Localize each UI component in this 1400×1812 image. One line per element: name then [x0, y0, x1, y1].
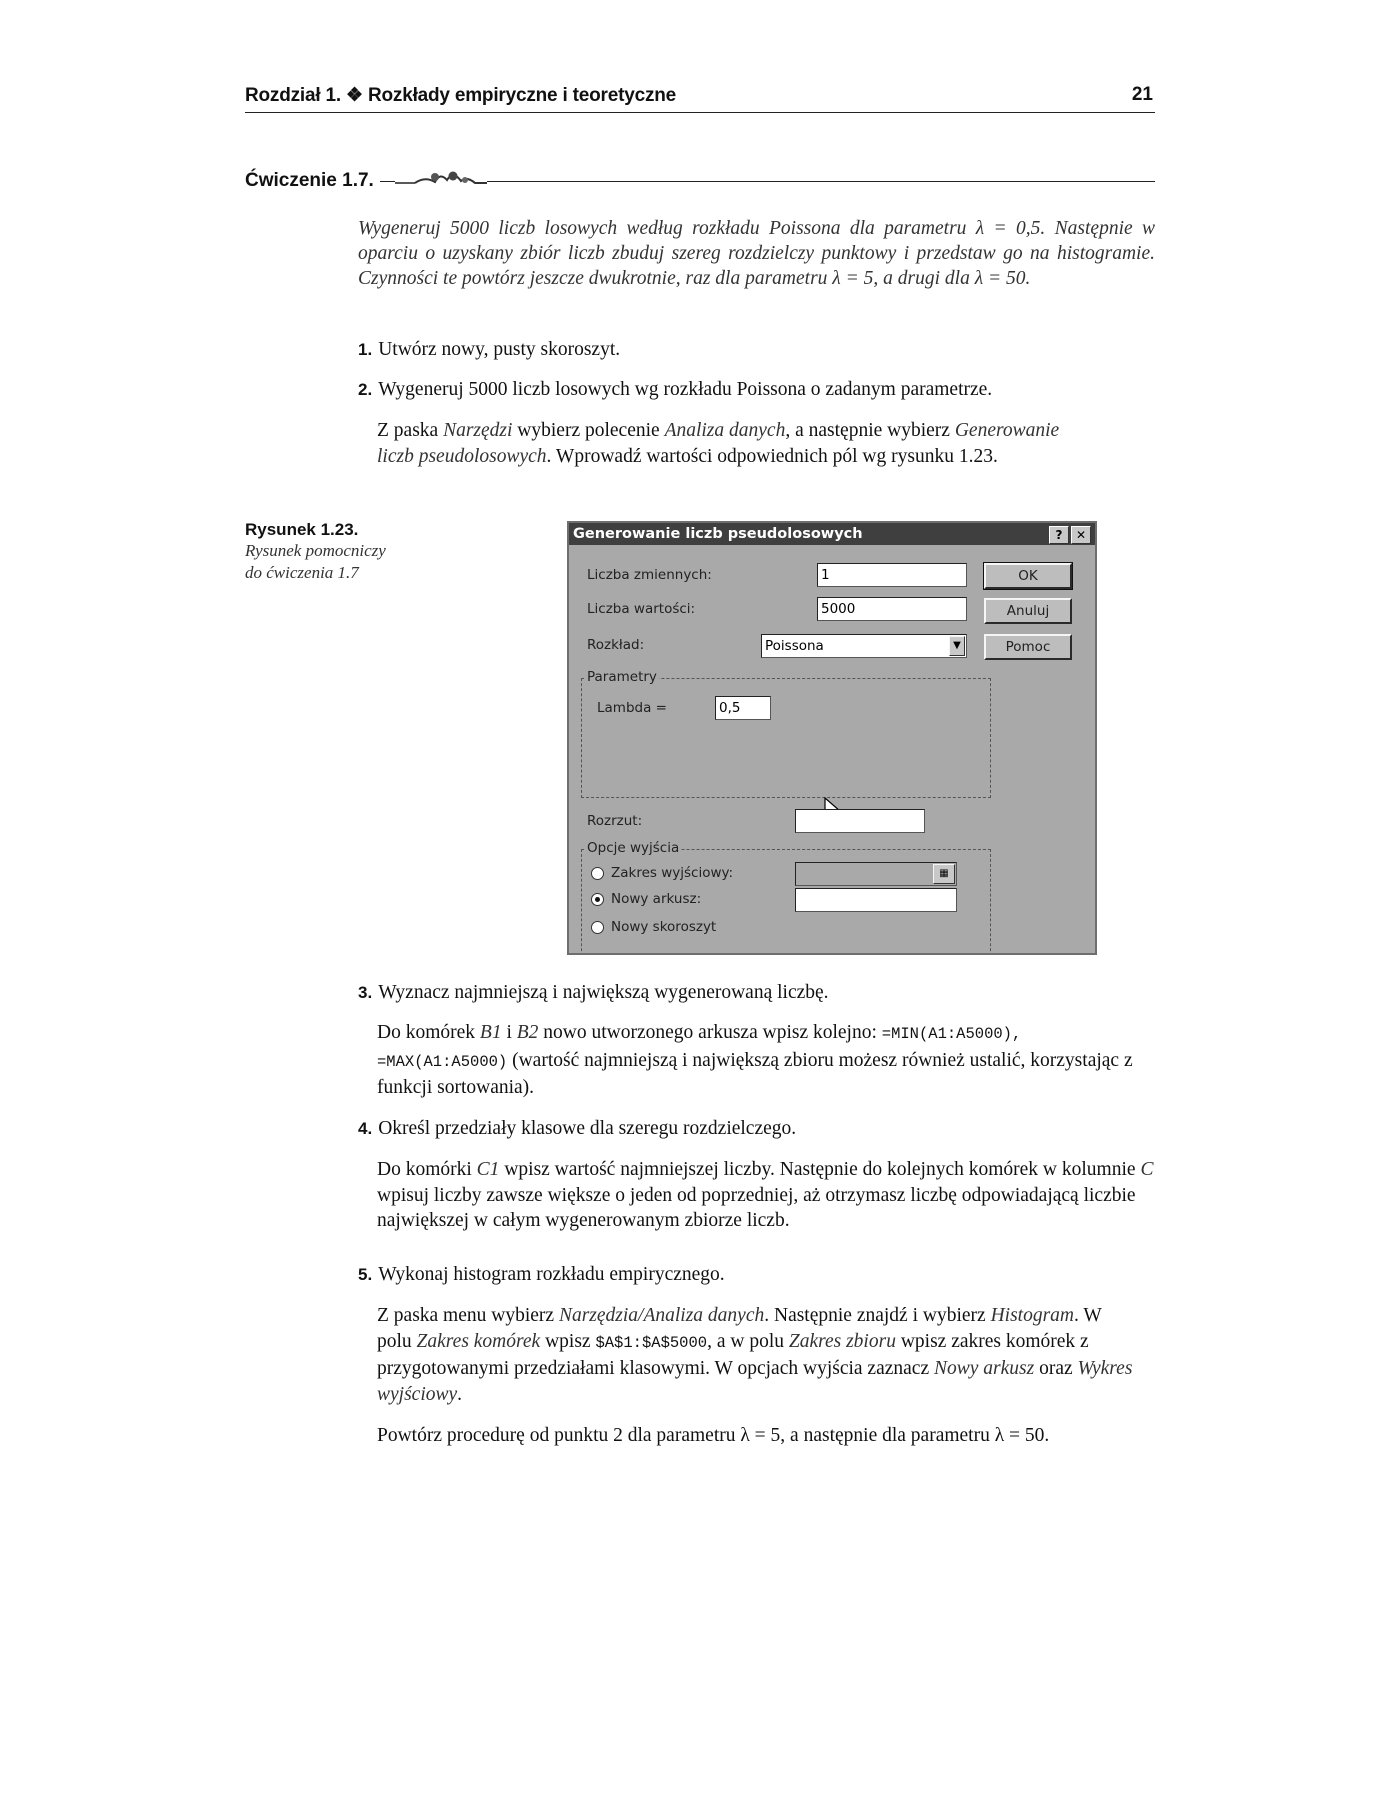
formula: =MIN(A1:A5000), — [881, 1025, 1022, 1043]
option-name: Nowy arkusz — [934, 1358, 1035, 1379]
text: wpisz zakres komórek z przygotowanymi przedziałami klasowymi. W opcjach wyjścia zaznacz — [377, 1330, 1089, 1379]
generator-dialog — [567, 521, 1097, 955]
ok-button[interactable]: OK — [984, 563, 1072, 589]
close-icon[interactable]: ✕ — [1071, 526, 1091, 544]
chapter-title: Rozdział 1. ❖ Rozkłady empiryczne i teoretyczne — [245, 85, 677, 106]
step-5-body — [377, 1303, 1137, 1407]
text: Z paska menu wybierz — [377, 1305, 559, 1326]
step-2 — [358, 377, 1158, 402]
cell-ref: C1 — [476, 1159, 500, 1180]
figure-desc-2: do ćwiczenia 1.7 — [245, 563, 359, 582]
num-vars-label: Liczba zmiennych: — [587, 567, 712, 583]
option-name: Wykres wyjściowy — [377, 1358, 1133, 1405]
dialog-titlebar — [569, 523, 1095, 545]
output-range-label: Zakres wyjściowy: — [611, 865, 734, 881]
output-range-radio[interactable] — [591, 867, 604, 880]
command-name: Analiza danych — [664, 420, 786, 441]
cell-ref: B2 — [516, 1022, 539, 1043]
text: (wartość najmniejszą i największą zbioru możesz również ustalić, korzystając z funkcji sortowania). — [377, 1049, 1133, 1098]
text: Do komórki — [377, 1159, 477, 1180]
tool-name: Generowanie liczb pseudolosowych — [377, 420, 1060, 467]
num-values-label: Liczba wartości: — [587, 601, 696, 617]
seed-input[interactable] — [795, 809, 925, 833]
step-2-body — [377, 418, 1077, 469]
text: oraz — [1034, 1358, 1078, 1379]
text: wpisuj liczby zawsze większe o jeden od poprzedniej, aż otrzymasz liczbę odpowiadającą liczbie największej w całym wygenerowanym zbiorze liczb. — [377, 1184, 1136, 1231]
distribution-select[interactable] — [761, 634, 967, 658]
step-4-body — [377, 1157, 1157, 1234]
exercise-heading — [245, 168, 1155, 192]
chevron-down-icon[interactable]: ▼ — [949, 636, 965, 656]
step-number: 1. — [358, 340, 373, 359]
running-header — [245, 84, 1155, 113]
step-3-body — [377, 1020, 1137, 1101]
step-number: 3. — [358, 983, 373, 1002]
dialog-title: Generowanie liczb pseudolosowych — [573, 526, 863, 542]
num-vars-input[interactable]: 1 — [817, 563, 967, 587]
step-number: 2. — [358, 380, 373, 399]
step-title: Wykonaj histogram rozkładu empirycznego. — [378, 1264, 725, 1285]
step-title: Wygeneruj 5000 liczb losowych wg rozkładu Poissona o zadanym parametrze. — [378, 379, 993, 400]
text: Z paska — [377, 420, 444, 441]
formula: =MAX(A1:A5000) — [377, 1052, 508, 1071]
step-number: 5. — [358, 1265, 373, 1284]
range-selector-icon[interactable]: ▦ — [933, 864, 955, 884]
text: . Następnie znajdź i wybierz — [764, 1305, 991, 1326]
exercise-intro: Wygeneruj 5000 liczb losowych według rozkładu Poissona dla parametru λ = 0,5. Następnie w oparciu o uzyskany zbiór liczb zbuduj szereg rozdzielczy punktowy i przedstaw go na histogramie. Czynności te powtórz jeszcze dwukrotnie, raz dla parametru λ = 5, a drugi dla λ = 50. — [358, 218, 1155, 289]
distribution-value: Poissona — [765, 638, 824, 654]
num-values-input[interactable]: 5000 — [817, 597, 967, 621]
output-range-input[interactable] — [795, 862, 957, 886]
parameters-group-title: Parametry — [587, 669, 657, 685]
field-name: Zakres komórek — [416, 1330, 541, 1352]
figure-caption — [245, 520, 445, 584]
new-sheet-radio[interactable] — [591, 893, 604, 906]
text: i — [501, 1022, 517, 1043]
menu-path: Narzędzia/Analiza danych — [558, 1305, 765, 1326]
column-ref: C — [1140, 1159, 1154, 1180]
new-workbook-radio[interactable] — [591, 921, 604, 934]
text: Do komórek — [377, 1022, 480, 1043]
step-5 — [358, 1262, 1158, 1287]
page-number: 21 — [1131, 84, 1153, 105]
step-number: 4. — [358, 1119, 373, 1138]
range-ref: $A$1:$A$5000 — [595, 1333, 708, 1352]
ornament-icon — [395, 168, 487, 190]
seed-label: Rozrzut: — [587, 813, 643, 829]
new-sheet-input[interactable] — [795, 888, 957, 912]
tool-name: Histogram — [990, 1305, 1074, 1326]
new-sheet-label: Nowy arkusz: — [611, 891, 702, 907]
text: wpisz — [540, 1330, 596, 1352]
step-4 — [358, 1116, 1158, 1141]
step-1 — [358, 337, 1158, 362]
text: . Wprowadź wartości odpowiednich pól wg rysunku 1.23. — [546, 445, 998, 467]
text: . W polu — [377, 1305, 1102, 1352]
field-name: Zakres zbioru — [788, 1330, 896, 1352]
help-icon[interactable]: ? — [1049, 526, 1069, 544]
text: , a następnie wybierz — [785, 420, 955, 441]
figure-label: Rysunek 1.23. — [245, 520, 359, 539]
output-options-title: Opcje wyjścia — [587, 840, 680, 856]
cell-ref: B1 — [479, 1022, 502, 1043]
exercise-label: Ćwiczenie 1.7. — [245, 170, 380, 192]
parameters-group — [581, 678, 991, 798]
text: , a w polu — [707, 1330, 789, 1352]
figure-desc-1: Rysunek pomocniczy — [245, 541, 386, 560]
lambda-label: Lambda = — [597, 700, 667, 716]
text: wpisz wartość najmniejszej liczby. Następnie do kolejnych komórek w kolumnie — [499, 1159, 1141, 1180]
step-title: Określ przedziały klasowe dla szeregu rozdzielczego. — [378, 1118, 797, 1139]
step-title: Wyznacz najmniejszą i największą wygenerowaną liczbę. — [378, 982, 829, 1003]
step-3 — [358, 980, 1158, 1005]
lambda-input[interactable]: 0,5 — [715, 696, 771, 720]
help-button[interactable]: Pomoc — [984, 634, 1072, 660]
new-workbook-label: Nowy skoroszyt — [611, 919, 717, 935]
cancel-button[interactable]: Anuluj — [984, 598, 1072, 624]
distribution-label: Rozkład: — [587, 637, 645, 653]
text: wybierz polecenie — [512, 420, 665, 441]
step-title: Utwórz nowy, pusty skoroszyt. — [378, 339, 621, 360]
menu-name: Narzędzi — [443, 420, 513, 441]
text: nowo utworzonego arkusza wpisz kolejno: — [538, 1022, 882, 1043]
text: . — [457, 1383, 463, 1405]
repeat-instruction: Powtórz procedurę od punktu 2 dla parametru λ = 5, a następnie dla parametru λ = 50. — [377, 1425, 1050, 1446]
